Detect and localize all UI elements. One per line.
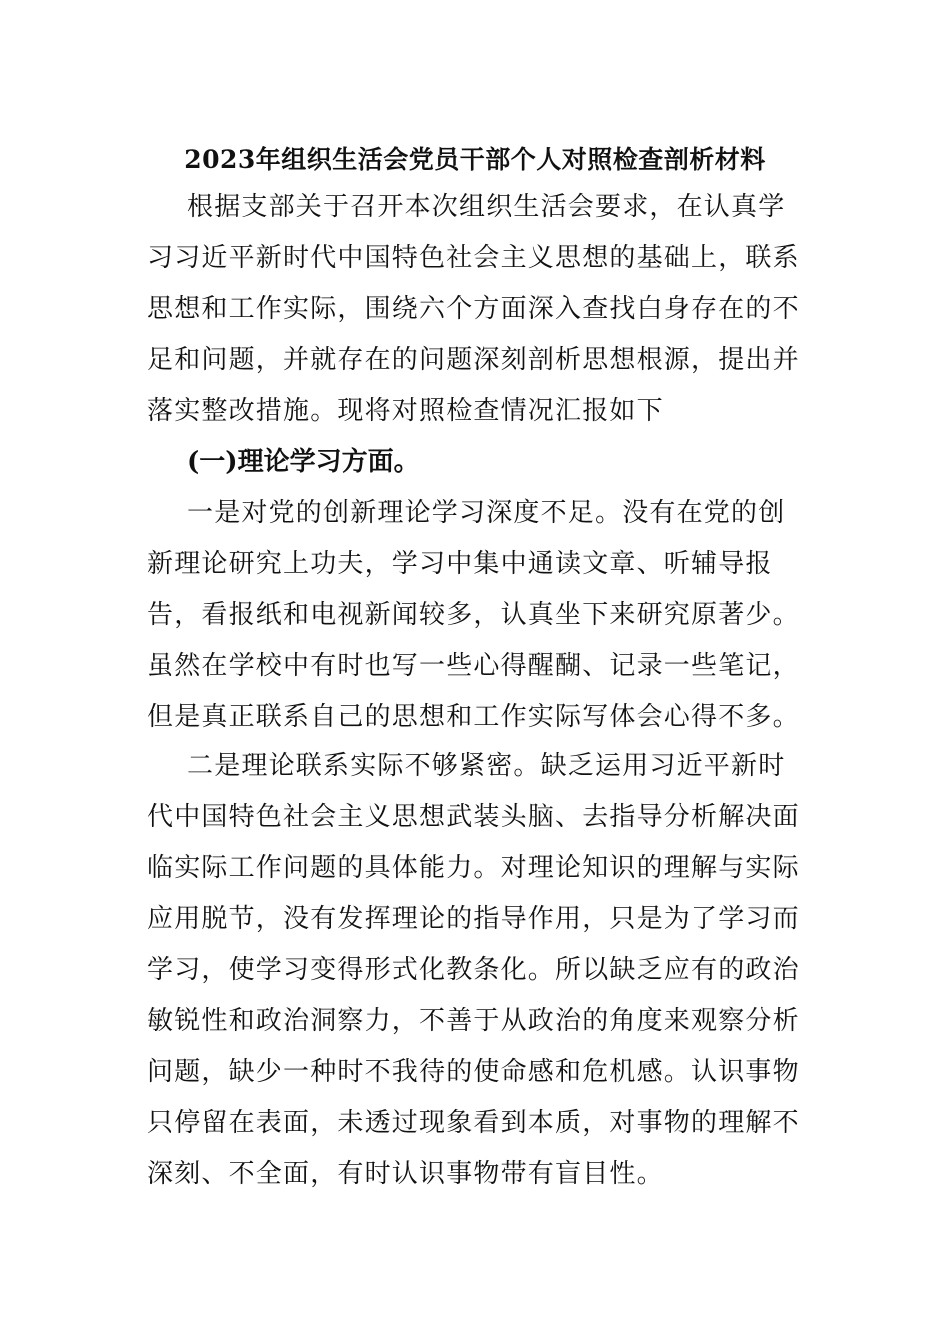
point-one-paragraph: 一是对党的创新理论学习深度不足。没有在党的创新理论研究上功夫，学习中集中通读文章、听辅导报告，看报纸和电视新闻较多，认真坐下来研究原著少。虽然在学校中有时也写一些心得醒醐、记录一些笔记，但是真正联系自己的思想和工作实际写体会心得不多。	[147, 498, 800, 732]
section-heading: (一)理论学习方面。	[187, 447, 420, 477]
intro-paragraph: 根据支部关于召开本次组织生活会要求，在认真学习习近平新时代中国特色社会主义思想的基础上，联系思想和工作实际，围绕六个方面深入查找白身存在的不足和问题，并就存在的问题深刻剖析思想根源，提出并落实整改措施。现将对照检查情况汇报如下	[147, 192, 800, 426]
point-two-paragraph: 二是理论联系实际不够紧密。缺乏运用习近平新时代中国特色社会主义思想武装头脑、去指导分析解决面临实际工作问题的具体能力。对理论知识的理解与实际应用脱节，没有发挥理论的指导作用，只是为了学习而学习，使学习变得形式化教条化。所以缺乏应有的政治敏锐性和政治洞察力，不善于从政治的角度来观察分析问题，缺少一种时不我待的使命感和危机感。认识事物只停留在表面，未透过现象看到本质，对事物的理解不深刻、不全面，有时认识事物带有盲目性。	[147, 751, 800, 1189]
document-title: 2023年组织生活会党员干部个人对照检查剖析材料	[184, 145, 766, 174]
